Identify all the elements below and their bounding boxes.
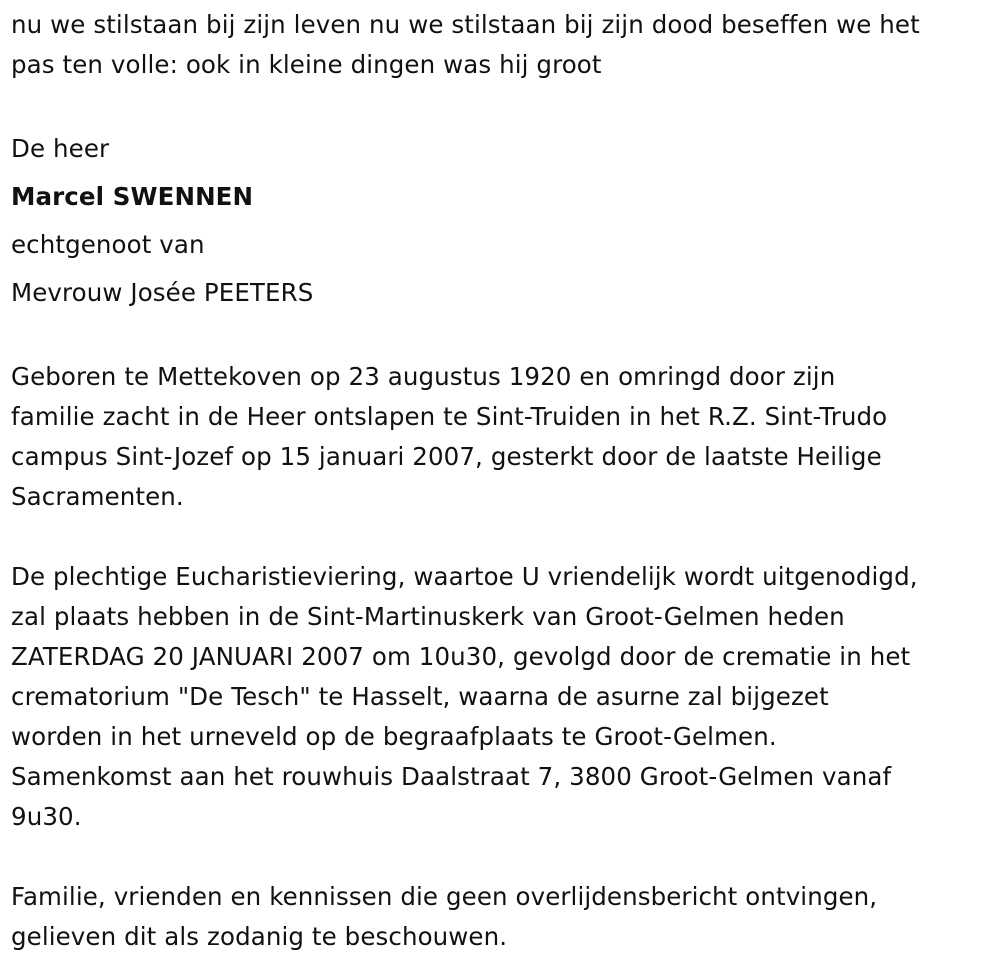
text-line: Sacramenten.	[11, 482, 184, 511]
text-line: campus Sint-Jozef op 15 januari 2007, gesterkt door de laatste Heilige	[11, 442, 882, 471]
paragraph-spacer	[11, 85, 996, 125]
text-line: crematorium "De Tesch" te Hasselt, waarna de asurne zal bijgezet	[11, 682, 829, 711]
ceremony-paragraph	[11, 557, 996, 837]
text-line: ZATERDAG 20 JANUARI 2007 om 10u30, gevolgd door de crematie in het	[11, 642, 911, 671]
text-line: Familie, vrienden en kennissen die geen overlijdensbericht ontvingen,	[11, 882, 878, 911]
motto	[11, 5, 996, 85]
text-line: familie zacht in de Heer ontslapen te Sint-Truiden in het R.Z. Sint-Trudo	[11, 402, 888, 431]
birth-death-paragraph	[11, 357, 996, 517]
paragraph-spacer	[11, 837, 996, 877]
motto-line: pas ten volle: ook in kleine dingen was hij groot	[11, 50, 602, 79]
spouse-name: Mevrouw Josée PEETERS	[11, 278, 314, 307]
closing-paragraph	[11, 877, 996, 957]
motto-line: nu we stilstaan bij zijn leven nu we stilstaan bij zijn dood beseffen we het	[11, 10, 920, 39]
paragraph-spacer	[11, 517, 996, 557]
deceased-block	[11, 125, 996, 317]
deceased-name: Marcel SWENNEN	[11, 182, 254, 211]
text-line: worden in het urneveld op de begraafplaats te Groot-Gelmen.	[11, 722, 777, 751]
paragraph-spacer	[11, 317, 996, 357]
text-line: Geboren te Mettekoven op 23 augustus 1920 en omringd door zijn	[11, 362, 836, 391]
text-line: 9u30.	[11, 802, 82, 831]
deceased-relation: echtgenoot van	[11, 230, 205, 259]
deceased-title: De heer	[11, 134, 110, 163]
text-line: De plechtige Eucharistieviering, waartoe U vriendelijk wordt uitgenodigd,	[11, 562, 918, 591]
text-line: zal plaats hebben in de Sint-Martinuskerk van Groot-Gelmen heden	[11, 602, 845, 631]
text-line: gelieven dit als zodanig te beschouwen.	[11, 922, 508, 951]
death-notice	[11, 5, 996, 957]
text-line: Samenkomst aan het rouwhuis Daalstraat 7, 3800 Groot-Gelmen vanaf	[11, 762, 892, 791]
